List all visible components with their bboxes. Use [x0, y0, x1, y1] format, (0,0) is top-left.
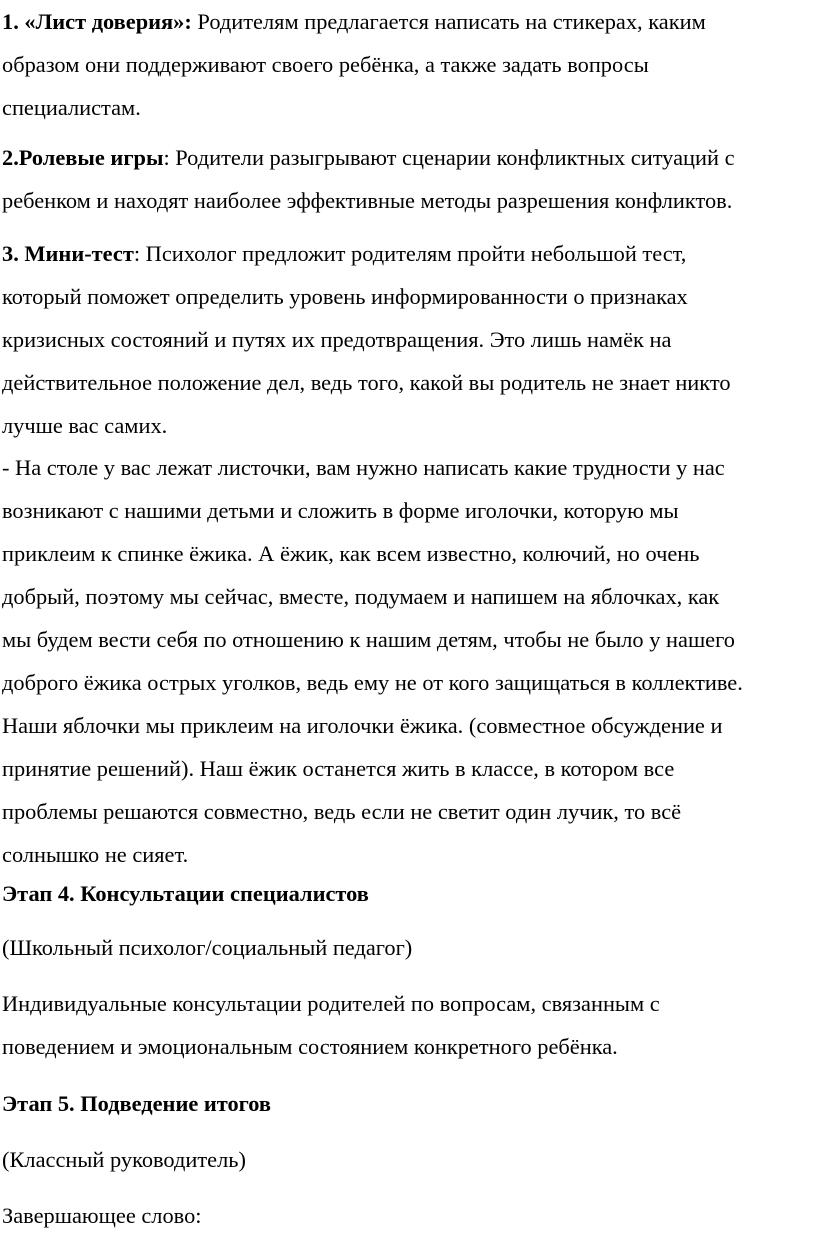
- text-line: возникают с нашими детьми и сложить в форме иголочки, которую мы: [2, 498, 679, 523]
- stage5-heading: Этап 5. Подведение итогов: [2, 1091, 272, 1116]
- text-line: Наши яблочки мы приклеим на иголочки ёжика. (совместное обсуждение и: [2, 713, 723, 738]
- stage4-heading: Этап 4. Консультации специалистов: [2, 881, 369, 906]
- text-line: действительное положение дел, ведь того, какой вы родитель не знает никто: [2, 370, 731, 395]
- trust-sheet-label: 1. «Лист доверия»:: [2, 9, 192, 34]
- text-line: специалистам.: [2, 95, 141, 120]
- stage4-role: (Школьный психолог/социальный педагог): [2, 935, 413, 960]
- text-line: проблемы решаются совместно, ведь если не светит один лучик, то всё: [2, 799, 682, 824]
- text-line: : Родители разыгрывают сценарии конфликтных ситуаций с: [163, 145, 735, 170]
- text-line: доброго ёжика острых уголков, ведь ему не от кого защищаться в коллективе.: [2, 670, 743, 695]
- paragraph-mini-test: [2, 232, 814, 447]
- text-line: приклеим к спинке ёжика. А ёжик, как всем известно, колючий, но очень: [2, 541, 700, 566]
- paragraph-role-games: [2, 136, 814, 222]
- text-line: солнышко не сияет.: [2, 842, 189, 867]
- text-line: принятие решений). Наш ёжик останется жить в классе, в котором все: [2, 756, 675, 781]
- text-line: который поможет определить уровень информированности о признаках: [2, 284, 688, 309]
- mini-test-label: 3. Мини-тест: [2, 241, 134, 266]
- closing-word: Завершающее слово:: [2, 1203, 202, 1228]
- text-line: Родителям предлагается написать на стикерах, каким: [191, 9, 706, 34]
- text-line: кризисных состояний и путях их предотвращения. Это лишь намёк на: [2, 327, 672, 352]
- paragraph-hedgehog-activity: [2, 446, 814, 876]
- text-line: поведением и эмоциональным состоянием конкретного ребёнка.: [2, 1034, 618, 1059]
- text-line: мы будем вести себя по отношению к нашим детям, чтобы не было у нашего: [2, 627, 735, 652]
- text-line: образом они поддерживают своего ребёнка, а также задать вопросы: [2, 52, 649, 77]
- role-games-label: 2.Ролевые игры: [2, 145, 164, 170]
- text-line: - На столе у вас лежат листочки, вам нужно написать какие трудности у нас: [2, 455, 725, 480]
- text-line: Индивидуальные консультации родителей по вопросам, связанным с: [2, 991, 660, 1016]
- text-line: добрый, поэтому мы сейчас, вместе, подумаем и напишем на яблочках, как: [2, 584, 720, 609]
- paragraph-consultations: [2, 982, 814, 1068]
- text-line: : Психолог предложит родителям пройти небольшой тест,: [133, 241, 687, 266]
- paragraph-trust-sheet: [2, 0, 814, 129]
- text-line: ребенком и находят наиболее эффективные методы разрешения конфликтов.: [2, 188, 733, 213]
- stage5-role: (Классный руководитель): [2, 1147, 246, 1172]
- text-line: лучше вас самих.: [2, 413, 168, 438]
